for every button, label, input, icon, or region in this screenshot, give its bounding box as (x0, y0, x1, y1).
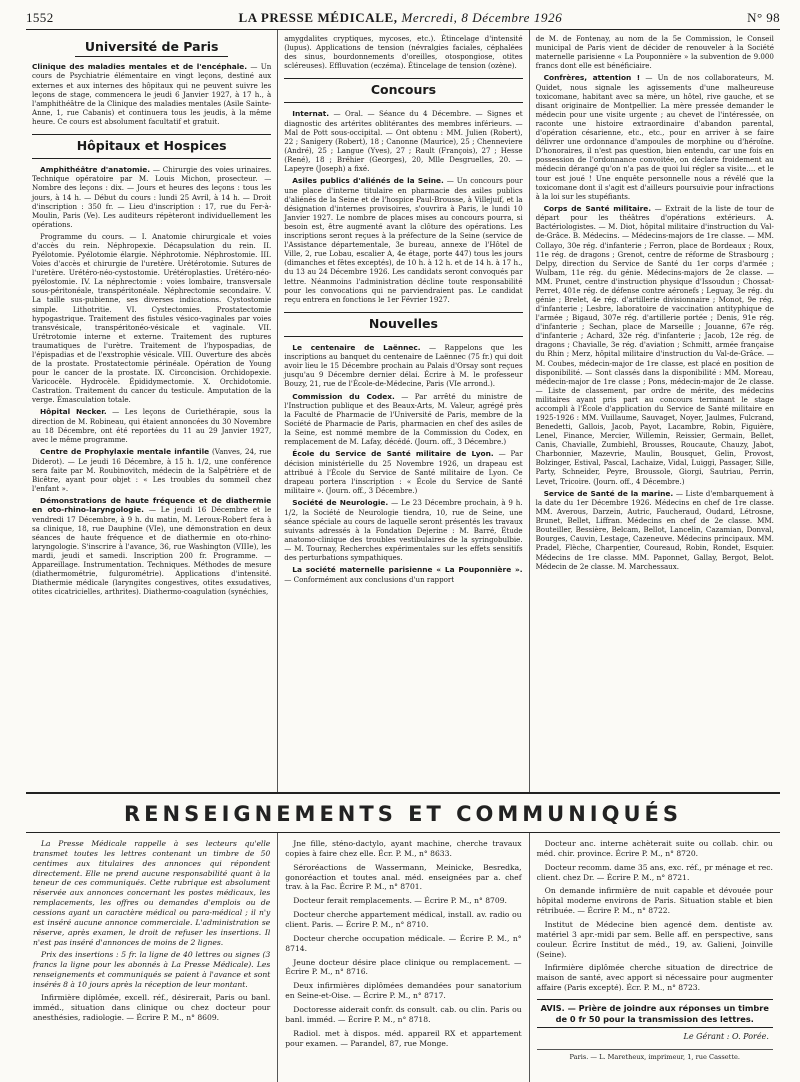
article-corps-sante (536, 204, 774, 486)
article-heading: Commission du Codex. (292, 391, 395, 401)
article-text: — Un cours de Psychiatrie élémentaire en vingt leçons, destiné aux externes et aux internes des hôpitaux qui ne peuvent suivre les leçons de stage, commencera le jeudi 6 Janvier 1927, à 17 h., à l'amphithéâtre de la Clinique des maladies mentales (Asile Sainte-Anne, 1, rue Cabanis) et continuera tous les jeudis, à la même heure. Ce cours est absolument facultatif et gratuit. (32, 62, 272, 126)
section-banner: RENSEIGNEMENTS ET COMMUNIQUÉS (26, 794, 780, 833)
article-text: — Extrait de la liste de tour de départ pour les théâtres d'opérations extérieurs. A. Bactériologistes. — M. Diot, hôpital militaire d'instruction du Val-de-Grâce. B. Médecins. — Médecins-majors de 1re classe. — MM. Collayo, 30e rég. d'infanterie ; Ferron, place de Bordeaux ; Roux, 11e rég. de dragons ; Grenot, centre de réforme de Strasbourg ; Delpy, direction du Service de Santé du 1er corps d'armée ; Wulbam, 11e rég. du génie. Médecins-majors de 2e classe. — MM. Prunet, centre d'instruction physique d'Issoudun ; Chossat-Perret, 401e rég. de défense contre aéronefs ; Leguay, 3e rég. du génie ; Brelet, 4e rég. d'artillerie divisionnaire ; Monot, 9e rég. d'infanterie ; Lesbre, laboratoire de vaccination antityphique de l'armée ; Bigaud, 307e rég. d'artillerie portée ; Denis, 91e rég. d'infanterie ; Sechan, place de Marseille ; Jouanne, 67e rég. d'infanterie ; Achard, 32e rég. d'infanterie ; Jacob, 12e rég. de dragons ; Chavialle, 3e rég. d'aviation ; Schmitt, armée française du Rhin ; Merz, hôpital militaire d'instruction du Val-de-Grâce. — M. Coubes, médecin-major de 1re classe, est placé en position de disponibilité. — Sont classés dans la disponibilité : MM. Moreau, médecin-major de 1re classe ; Pons, médecin-major de 2e classe. — Liste de classement, par ordre de mérite, des médecins militaires ayant pris part au concours terminant le stage accompli à l'École d'application du Service de Santé militaire en 1925-1926 : MM. Vuillaume, Sauvaget, Noyer, Jaulmes, Fulcrand, Benedetti, Gallois, Jacob, Payot, Lacambre, Robin, Figuière, Lenel, Finance, Mercier, Willemin, Reissier, Germain, Bellet, Canis, Chavialle, Zumbiehl, Brousses, Roucaute, Chauzy, Jabot, Charbonnier, Mazevrie, Maulin, Bousquet, Gelin, Provost, Bolzinger, Estival, Pascal, Lachaize, Vidal, Luiggi, Passager, Sille, Party, Schneider, Peyre, Broussole, Giorgi, Sautriau, Perrin, Levet, Tricoire. (Journ. off., 4 Décembre.) (535, 203, 774, 486)
article-continuation (284, 34, 522, 70)
article-text: — Le 23 Décembre prochain, à 9 h. 1/2, la Société de Neurologie tiendra, 10, rue de Seine, une séance spéciale au cours de laquelle seront présentés les travaux suivants adressés à la Fondation Dejerine : M. Barré, Étude anatomo-clinique des troubles vestibulaires de la syringobulbie. — M. Tournay, Recherches expérimentales sur les effets sensitifs des perturbations sympathiques. (284, 498, 523, 563)
masthead: LA PRESSE MÉDICALE, Mercredi, 8 Décembre 1926 (238, 10, 563, 25)
article-demonstrations (32, 496, 271, 597)
article-prophylaxie (32, 447, 271, 493)
article-text: — Les leçons de Curiethérapie, sous la direction de M. Robineau, qui étaient annoncées du 30 Novembre au 18 Décembre, ont été reportées du 11 au 29 Janvier 1927, avec le même programme. (32, 407, 272, 444)
classifieds-column-3 (529, 833, 780, 1082)
article-heading: Amphithéâtre d'anatomie. (40, 164, 151, 174)
gerant-signature: Le Gérant : O. Porée. (683, 1032, 769, 1042)
article-heading: Internat. (292, 109, 330, 119)
classified-ad: Institut de Médecine bien agencé dem. dentiste av. matériel 3 apr.-midi par sem. Belle aff. en perspective, sans couleur. Écrire Institut de méd., 19, av. Galieni, Joinville (Seine). (536, 920, 773, 959)
article-clinique (32, 62, 271, 126)
article-text: amygdalites cryptiques, mycoses, etc.). Étincelage d'intensité (lupus). Applications de tension (névralgies faciales, céphalées des sinus, bourdonnements d'oreilles, otospongiose, otites scléreuses). Effluvation (eczéma). Étincelage de tension (ozène). (284, 34, 523, 71)
article-text: — Un concours pour une place d'interne titulaire en pharmacie des asiles publics d'aliénés de la Seine et de l'hospice Paul-Brousse, à Villejuif, et la désignation d'internes provisoires, s'ouvrira à Paris, le lundi 10 Janvier 1927. Le nombre de places mises au concours pourra, si besoin est, être augmenté avant la clôture des opérations. Les inscriptions seront reçues à la préfecture de la Seine (service de l'Assistance départementale, 3e bureau, annexe de l'Hôtel de Ville, 2, rue Lobau, escalier A, 4e étage, porte 447) tous les jours (dimanches et fêtes exceptés), de 10 h. à 12 h. et de 14 h. à 17 h., du 13 au 24 Décembre 1926. Les candidats seront convoqués par lettre. Néanmoins l'administration décline toute responsabilité pour les convocations qui ne parviendraient pas. Le candidat reçu entrera en fonctions le 1er Février 1927. (284, 176, 523, 304)
classified-ad: Infirmière diplômée cherche situation de directrice de maison de santé, avec apport si nécessaire pour augmenter affaire (Paris excepté). Écr. P. M., n° 8723. (536, 963, 773, 993)
article-asiles (284, 176, 522, 303)
section-title-concours: Concours (284, 78, 522, 103)
article-pouponniere (284, 565, 522, 584)
article-heading: Corps de Santé militaire. (543, 203, 652, 213)
classifieds-pricing: Prix des insertions : 5 fr. la ligne de 40 lettres ou signes (3 francs la ligne pour les abonnés à La Presse Médicale). Les renseignements et communiqués se paient à l'avance et sont insérés 8 à 10 jours après la réception de leur montant. (33, 950, 271, 990)
classifieds-intro: La Presse Médicale rappelle à ses lecteurs qu'elle transmet toutes les lettres contenant un timbre de 50 centimes aux titulaires des annonces qui répondent directement. Elle ne prend aucune responsabilité quant à la teneur de ces communiqués. Cette rubrique est absolument réservée aux annonces concernant les postes médicaux, les remplacements, les offres ou demandes d'emplois ou de cessions ayant un caractère médical ou para-médical ; il n'y est inséré aucune annonce commerciale. L'administration se réserve, après examen, le droit de refuser les insertions. Il n'est pas inséré d'annonces de moins de 2 lignes. (33, 839, 271, 947)
column-2 (277, 30, 528, 792)
page-number: 1552 (26, 10, 54, 25)
page-header (26, 0, 780, 30)
classifieds-column-1 (26, 833, 277, 1082)
classified-ad: Infirmière diplômée, excell. réf., désirerait, Paris ou banl. imméd., situation dans clinique ou chez docteur pour anesthésies, radiologie. — Écrire P. M., n° 8609. (33, 992, 271, 1022)
article-text: — Chirurgie des voies urinaires. Technique opératoire par M. Louis Michon, prosecteur. — Nombre des leçons : dix. — Jours et heures des leçons : tous les jours, à 14 h. — Début du cours : lundi 25 Avril, à 14 h. — Droit d'inscription : 350 fr. — Lieu d'inscription : 17, rue du Fer-à-Moulin, Paris (Ve). Les auditeurs répèteront individuellement les opérations. (32, 164, 272, 229)
classified-ad: Jne fille, sténo-dactylo, ayant machine, cherche travaux copies à faire chez elle. Écr. P. M., n° 8633. (285, 839, 522, 858)
article-laennec (284, 343, 522, 389)
article-text: — Un de nos collaborateurs, M. Quidet, nous signale les agissements d'une malheureuse toxicomane, habitant avec sa mère, un hôtel, rive gauche, et se disant originaire de Montpellier. La mère pressée demander le médecin pour une visite urgente ; au chevet de l'intéressée, on raconte une histoire extraordinaire d'abandon parental, d'opération césarienne, etc., etc., pour en arriver à se faire délivrer une ordonnance d'ampoules de morphine ou d'héroïne. D'honoraires, il n'est pas question, bien entendu, car une fois en possession de l'ordonnance convoitée, on déclare froidement au médecin dérangé qu'on n'a pas de quoi lui régler sa visite.... et le tour est joué ! Une enquête personnelle nous a révélé que la toxicomane dont il s'agit est d'ailleurs poursuivie pour infractions à la loi sur les stupéfiants. (535, 73, 774, 201)
classified-ad: On demande infirmière de nuit capable et dévouée pour hôpital moderne environs de Paris. Situation stable et bien rétribuée. — Écrire P. M., n° 8722. (536, 886, 773, 916)
classified-ad: Deux infirmières diplômées demandées pour sanatorium en Seine-et-Oise. — Écrire P. M., n° 8717. (285, 981, 522, 1001)
article-marine (536, 489, 774, 571)
article-text: — Rappelons que les inscriptions au banquet du centenaire de Laënnec (75 fr.) qui doit avoir lieu le 15 Décembre prochain au Palais d'Orsay sont reçues jusqu'au 9 Décembre dernier délai. Écrire à M. le professeur Bouzy, 21, rue de l'École-de-Médecine, Paris (VIe arrond.). (284, 342, 523, 389)
column-3 (529, 30, 780, 792)
section-title-hopitaux: Hôpitaux et Hospices (32, 134, 271, 159)
article-heading: Asiles publics d'aliénés de la Seine. (292, 176, 444, 186)
article-heading: École du Service de Santé militaire de Lyon. (292, 449, 494, 459)
article-text: de M. de Fontenay, au nom de la 5e Commission, le Conseil municipal de Paris vient de décider de renouveler à la Société maternelle parisienne « La Pouponnière » la subvention de 9.000 francs dont elle est bénéficiaire. (535, 34, 774, 71)
classified-ad: Docteur anc. interne achèterait suite ou collab. chir. ou méd. chir. province. Écrire P. M., n° 8720. (536, 839, 773, 858)
classified-ad: Docteur cherche occupation médicale. — Écrire P. M., n° 8714. (285, 933, 522, 953)
article-heading: Clinique des maladies mentales et de l'encéphale. (32, 62, 248, 71)
classified-ad: Doctoresse aiderait confr. ds consult. cab. ou clin. Paris ou banl. imméd. — Écrire P. M., n° 8718. (285, 1005, 522, 1024)
classified-ad: Docteur ferait remplacements. — Écrire P. M., n° 8709. (293, 896, 507, 906)
article-text: Programme du cours. — I. Anatomie chirurgicale et voies d'accès du rein. Néphropexie. Décapsulation du rein. II. Pyélotomie. Pyélotomie élargie. Néphrotomie. Néphrostomie. III. Voies d'accès et chirurgie de l'uretère. Urétérotomie. Sutures de l'uretère. Urétéro-néo-cystostomie. Urétéroplasties. Urétéro-néo-pyélostomie. IV. La néphrectomie : voies lombaire, transversale sous-péritonéale, transpéritonéale. Néphrectomie secondaire. V. La taille sus-pubienne, ses diverses indications. Cystostomie simple. Lithotritie. VI. Cystectomies. Prostatectomie hypogastrique. Traitement des fistules vésico-vaginales par voies transvésicale, transpéritonéo-vésicale et vaginale. VII. Urétrotomie interne et externe. Traitement des ruptures traumatiques de l'urètre. Traitement de l'hypospadias, de l'épispadias et de l'exstrophie vésicale. VIII. Ouverture des abcès de la prostate. Prostatectomie périnéale. Opération de Young pour le cancer de la prostate. IX. Circoncision. Orchidopexie. Varicocèle. Hydrocèle. Épididymectomie. X. Orchidotomie. Castration. Traitement du cancer du testicule. Amputation de la verge. Émasculation totale. (32, 231, 272, 405)
article-internat (284, 109, 522, 173)
article-text: — Par décision ministérielle du 25 Novembre 1926, un drapeau est attribué à l'École du Service de Santé militaire de Lyon. Ce drapeau portera l'inscription : « École du Service de Santé militaire ». (Journ. off., 3 Décembre.) (284, 449, 523, 496)
article-text: — Le jeudi 16 Décembre et le vendredi 17 Décembre, à 9 h. du matin, M. Leroux-Robert fera à sa clinique, 18, rue Dauphine (VIe), une démonstration en deux séances de haute fréquence et de diathermie en oto-rhino-laryngologie. S'inscrire à l'avance, 36, rue Washington (VIIIe), les mardi, jeudi et samedi. Inscription 200 fr. Programme. — Appareillage. Instrumentation. Techniques. Méthodes de mesure (diathermométrie, fulgurométrie). Applications d'intensité. Diathermie médicale (laryngites congestives, otites exsudatives, otites cicatricielles, arthrites). Diathermo-coagulation (synéchies, (32, 505, 272, 597)
classifieds-column-2 (277, 833, 528, 1082)
article-heading: La société maternelle parisienne « La Pouponnière ». (292, 565, 523, 575)
article-heading: Démonstrations de haute fréquence et de diathermie en oto-rhino-laryngologie. (32, 495, 272, 515)
printer-imprint: Paris. — L. Maretheux, imprimeur, 1, rue Cassette. (537, 1049, 773, 1062)
article-programme (32, 232, 271, 404)
article-text: — Liste d'embarquement à la date du 1er Décembre 1926. Médecins en chef de 1re classe. MM. Averous, Darzein, Autric, Faucheraud, Oudard, Létrosne, Brunet, Bellet, Liffran. Médecins en chef de 2e classe. MM. Bouteiller, Bessière, Belcam, Bellot, Lancelin, Cazamian, Donval, Bourges, Cauvin, Lestage, Cazeneuve. Médecins principaux. MM. Pradel, Flèche, Charpentier, Coureaud, Robin, Rondet, Esquier. Médecins de 1re classe. MM. Paponnet, Gallay, Bergot, Belot. Médecin de 2e classe. M. Marchessaux. (535, 488, 774, 571)
column-1 (26, 30, 277, 792)
article-heading: Le centenaire de Laënnec. (292, 342, 421, 352)
article-lyon (284, 449, 522, 495)
issue-number: N° 98 (747, 10, 780, 25)
article-text: — Conformément aux conclusions d'un rapport (284, 574, 455, 584)
classified-ad: Docteur recomm. dame 35 ans, exc. réf., pr ménage et rec. client. chez Dr. — Écrire P. M., n° 8721. (536, 862, 773, 882)
article-heading: Centre de Prophylaxie mentale infantile (40, 447, 210, 457)
article-necker (32, 407, 271, 444)
section-title-nouvelles: Nouvelles (284, 312, 522, 337)
article-codex (284, 392, 522, 447)
classified-ad: Jeune docteur désire place clinique ou remplacement. — Écrire P. M., n° 8716. (285, 957, 522, 977)
top-columns (26, 30, 780, 794)
article-text: (Vanves, 24, rue Diderot). — Le jeudi 16 Décembre, à 15 h. 1/2, une conférence sera faite par M. Roubinovitch, médecin de la Salpêtrière et de Bicêtre, ayant pour objet : « Les troubles du sommeil chez l'enfant ». (32, 447, 272, 493)
article-heading: Service de Santé de la marine. (543, 488, 674, 498)
article-neurologie (284, 498, 522, 562)
article-heading: Hôpital Necker. (40, 407, 107, 417)
avis-notice: AVIS. — Prière de joindre aux réponses un timbre de 0 fr 50 pour la transmission des lettres. (537, 999, 773, 1028)
article-heading: Confrères, attention ! (543, 73, 641, 83)
issue-date: Mercredi, 8 Décembre 1926 (401, 10, 563, 25)
article-amphitheatre (32, 165, 271, 229)
classified-ad: Docteur cherche appartement médical, install. av. radio ou client. Paris. — Écrire P. M., n° 8710. (285, 910, 522, 930)
article-text: — Par arrêté du ministre de l'Instruction publique et des Beaux-Arts, M. Valeur, agrégé près la Faculté de Pharmacie de l'Université de Paris, membre de la Société de Pharmacie de Paris, pharmacien en chef des asiles de la Seine, est nommé membre de la Commission du Codex, en remplacement de M. Lafay, décédé. (Journ. off., 3 Décembre.) (284, 391, 523, 447)
classified-ad: Radiol. met à dispos. méd. appareil RX et appartement pour examen. — Parandel, 87, rue Monge. (285, 1028, 522, 1048)
article-heading: Société de Neurologie. (292, 498, 389, 508)
article-text: — Oral. — Séance du 4 Décembre. — Signes et diagnostic des artérites oblitérantes des membres inférieurs. — Mal de Pott sous-occipital. — Ont obtenu : MM. Julien (Robert), 22 ; Sanigery (Robert), 18 ; Canonne (Maurice), 25 ; Chenneviere (André), 25 ; Langue (Yves), 27 ; Rault (François), 27 ; Hesse (René), 18 ; Bréhier (Georges), 20, Mlle Desgruelles, 20. — Lapeyre (Joseph) a fixé. (284, 109, 523, 174)
section-title-universite: Université de Paris (32, 39, 271, 57)
journal-title: LA PRESSE MÉDICALE (238, 10, 394, 25)
article-confreres (536, 73, 774, 200)
classifieds (26, 833, 780, 1082)
article-continuation (536, 34, 774, 70)
classified-ad: Séroréactions de Wassermann, Meinicke, Besredka, gonoréaction et toutes anal. méd. enseignées par a. chef trav. à la Fac. Écrire P. M., n° 8701. (285, 862, 522, 892)
